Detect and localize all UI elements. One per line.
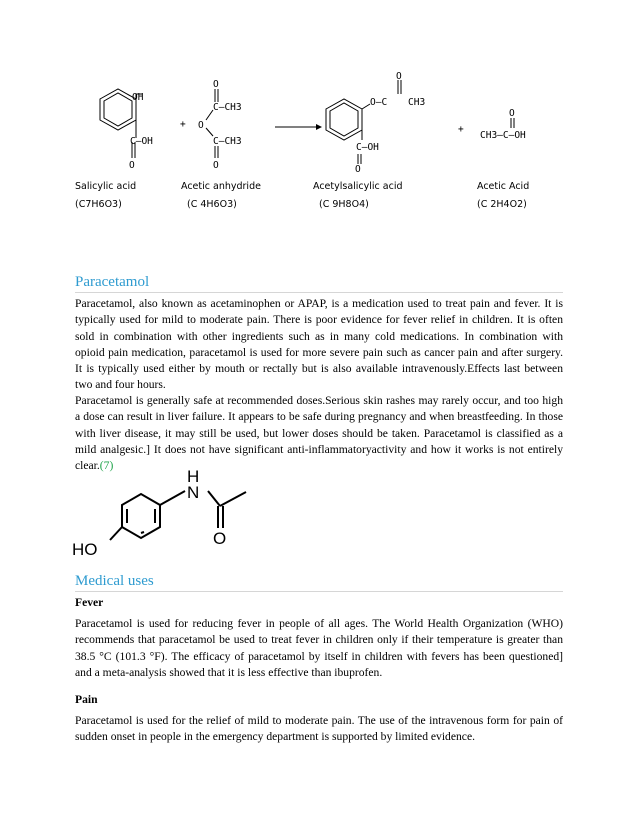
asa-ch3-label: CH3: [408, 97, 426, 108]
plus-sign-1: +: [180, 119, 186, 130]
compound-formula-3: (C 2H4O2): [477, 199, 527, 210]
compound-name-1: Acetic anhydride: [181, 181, 261, 192]
section-heading-paracetamol: Paracetamol: [75, 273, 563, 293]
compound-formula-1: (C 4H6O3): [187, 199, 237, 210]
paracetamol-structure: [70, 462, 260, 562]
pain-paragraph: Paracetamol is used for the relief of mild to moderate pain. The use of the intravenous form for pain of sudden onset in people in the emergency department is supported by limited evidence.: [75, 714, 563, 744]
aspirin-synthesis-reaction: [70, 72, 570, 242]
anhydride-o-bottom: O: [213, 160, 219, 171]
subheading-fever: Fever: [75, 596, 104, 609]
asa-o-c-label: O—C: [370, 97, 388, 108]
citation-link[interactable]: (7): [99, 459, 114, 473]
acetic-anhydride-structure: [206, 89, 218, 158]
acetic-ch3-c-oh-label: CH3—C—OH: [480, 130, 526, 141]
paracetamol-paragraph-2-text: Paracetamol is generally safe at recommended doses.Serious skin rashes may rarely occur, and too high a dose can result in liver failure. It appears to be safe during pregnancy and when breastfeeding. In those with liver disease, it may still be used, but lower doses should be taken. Paracetamol is classified as a mild analgesic.] It does not have significant anti-inflammatoryactivity and how it works is not entirely clear.: [75, 394, 563, 473]
ho-group-label: HO: [72, 540, 98, 559]
n-atom-label: N: [187, 483, 200, 502]
acetic-acid-structure: [511, 118, 514, 128]
section-heading-medical-uses: Medical uses: [75, 572, 563, 592]
compound-formula-2: (C 9H8O4): [319, 199, 369, 210]
compound-name-2: Acetylsalicylic acid: [313, 181, 403, 192]
plus-sign-2: +: [458, 124, 464, 135]
asa-ester-o: O: [396, 72, 402, 82]
anhydride-c-ch3-bottom: C—CH3: [213, 136, 242, 147]
compound-name-3: Acetic Acid: [477, 181, 530, 192]
asa-c-oh-label: C—OH: [356, 142, 379, 153]
h-atom-label: H: [187, 467, 200, 486]
c-oh-label: C—OH: [130, 136, 153, 147]
paracetamol-paragraph-1: Paracetamol, also known as acetaminophen or APAP, is a medication used to treat pain and fever. It is typically used for mild to moderate pain. There is poor evidence for fever relief in children. It is often sold in combination with other ingredients such as in many cold medications. In combination with opioid pain medication, paracetamol is used for more severe pain such as cancer pain and after surgery. It is typically used either by mouth or rectally but is also available intravenously.Effects last between two and four hours.: [75, 297, 563, 392]
subheading-pain: Pain: [75, 693, 98, 706]
anhydride-c-ch3-top: C—CH3: [213, 102, 242, 113]
fever-paragraph: Paracetamol is used for reducing fever in people of all ages. The World Health Organization (WHO) recommends that paracetamol be used to treat fever in children only if their temperature is greater than 38.5 °C (101.3 °F). The efficacy of paracetamol by itself in children with fevers has been questioned] and a meta-analysis showed that it is less effective than ibuprofen.: [75, 617, 563, 679]
oh-label: OH: [132, 92, 144, 103]
compound-name-0: Salicylic acid: [75, 181, 137, 192]
o-atom-label: O: [213, 529, 227, 548]
compound-formula-0: (C7H6O3): [75, 199, 122, 210]
acetic-o-label: O: [509, 108, 515, 119]
reaction-arrow: [275, 124, 322, 130]
asa-carbonyl-o: O: [355, 164, 361, 175]
carbonyl-o-label: O: [129, 160, 135, 171]
anhydride-o-top: O: [213, 79, 219, 90]
anhydride-bridge-o: O: [198, 120, 204, 131]
